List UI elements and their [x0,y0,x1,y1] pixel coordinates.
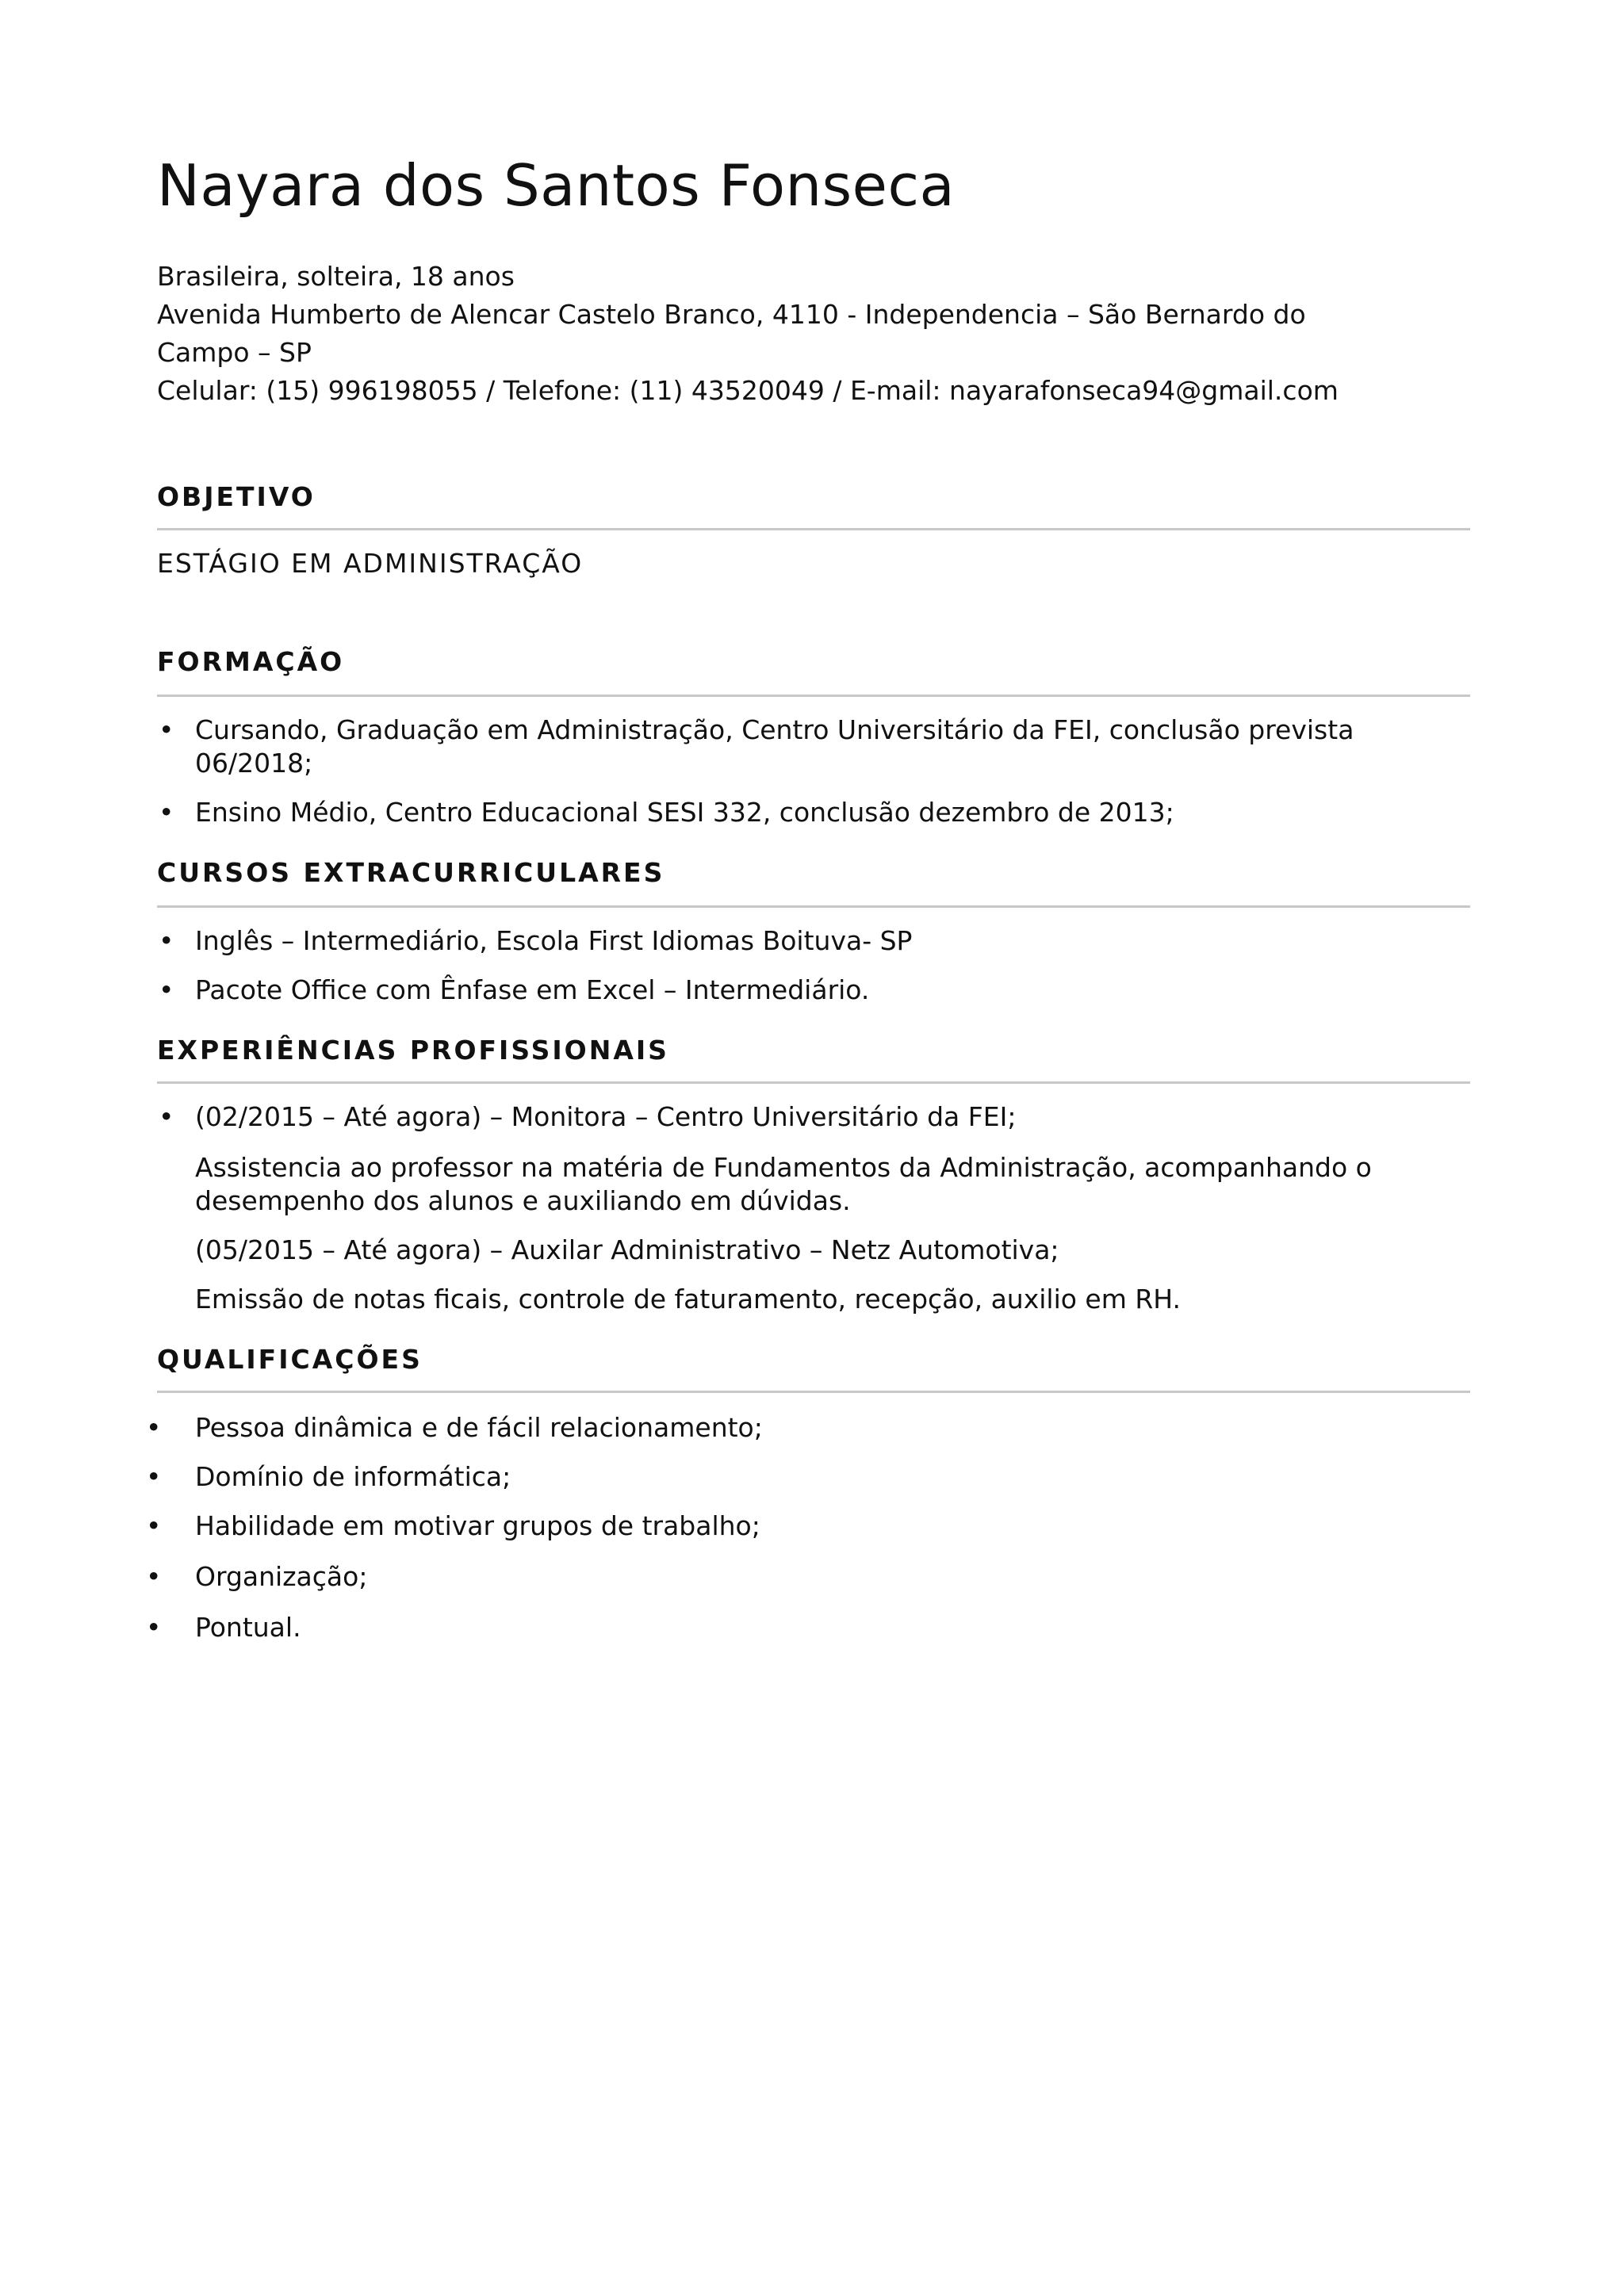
section-divider [157,905,1470,908]
bullet-icon: • [146,1561,162,1592]
section-divider [157,528,1470,530]
section-heading-formacao: FORMAÇÃO [157,646,345,677]
personal-info: Brasileira, solteira, 18 anos [157,261,515,292]
bullet-icon: • [146,1412,162,1443]
qualification-item-3: Habilidade em motivar grupos de trabalho; [195,1510,760,1541]
bullet-icon: • [159,797,174,828]
qualification-item-5: Pontual. [195,1612,301,1643]
qualification-item-4: Organização; [195,1561,368,1592]
candidate-name: Nayara dos Santos Fonseca [157,152,956,219]
section-divider [157,1081,1470,1084]
job-1-description-line-1: Assistencia ao professor na matéria de Fundamentos da Administração, acompanhando o [195,1152,1372,1183]
bullet-icon: • [146,1510,162,1541]
address-line-1: Avenida Humberto de Alencar Castelo Branco, 4110 - Independencia – São Bernardo do [157,299,1306,330]
section-heading-cursos: CURSOS EXTRACURRICULARES [157,857,665,888]
job-2-title: (05/2015 – Até agora) – Auxilar Administrativo – Netz Automotiva; [195,1234,1059,1265]
bullet-icon: • [159,925,174,956]
contact-info: Celular: (15) 996198055 / Telefone: (11) 43520049 / E-mail: nayarafonseca94@gmail.com [157,375,1339,406]
qualification-item-2: Domínio de informática; [195,1461,511,1492]
job-1-title: (02/2015 – Até agora) – Monitora – Centro Universitário da FEI; [195,1101,1017,1132]
bullet-icon: • [146,1612,162,1643]
education-item-2: Ensino Médio, Centro Educacional SESI 332, conclusão dezembro de 2013; [195,797,1174,828]
job-1-description-line-2: desempenho dos alunos e auxiliando em dúvidas. [195,1185,851,1216]
section-heading-experiencias: EXPERIÊNCIAS PROFISSIONAIS [157,1035,669,1066]
education-item-1-line-2: 06/2018; [195,748,313,779]
objective-text: ESTÁGIO EM ADMINISTRAÇÃO [157,548,584,579]
course-item-1: Inglês – Intermediário, Escola First Idiomas Boituva- SP [195,925,913,956]
section-heading-objetivo: OBJETIVO [157,481,316,512]
course-item-2: Pacote Office com Ênfase em Excel – Intermediário. [195,974,870,1005]
bullet-icon: • [159,1101,174,1132]
job-2-description: Emissão de notas ficais, controle de faturamento, recepção, auxilio em RH. [195,1284,1182,1314]
education-item-1-line-1: Cursando, Graduação em Administração, Centro Universitário da FEI, conclusão prevista [195,714,1354,745]
bullet-icon: • [146,1461,162,1492]
section-divider [157,1391,1470,1393]
qualification-item-1: Pessoa dinâmica e de fácil relacionamento; [195,1412,763,1443]
bullet-icon: • [159,974,174,1005]
section-heading-qualificacoes: QUALIFICAÇÕES [157,1344,423,1375]
bullet-icon: • [159,714,174,745]
address-line-2: Campo – SP [157,337,312,368]
section-divider [157,695,1470,697]
